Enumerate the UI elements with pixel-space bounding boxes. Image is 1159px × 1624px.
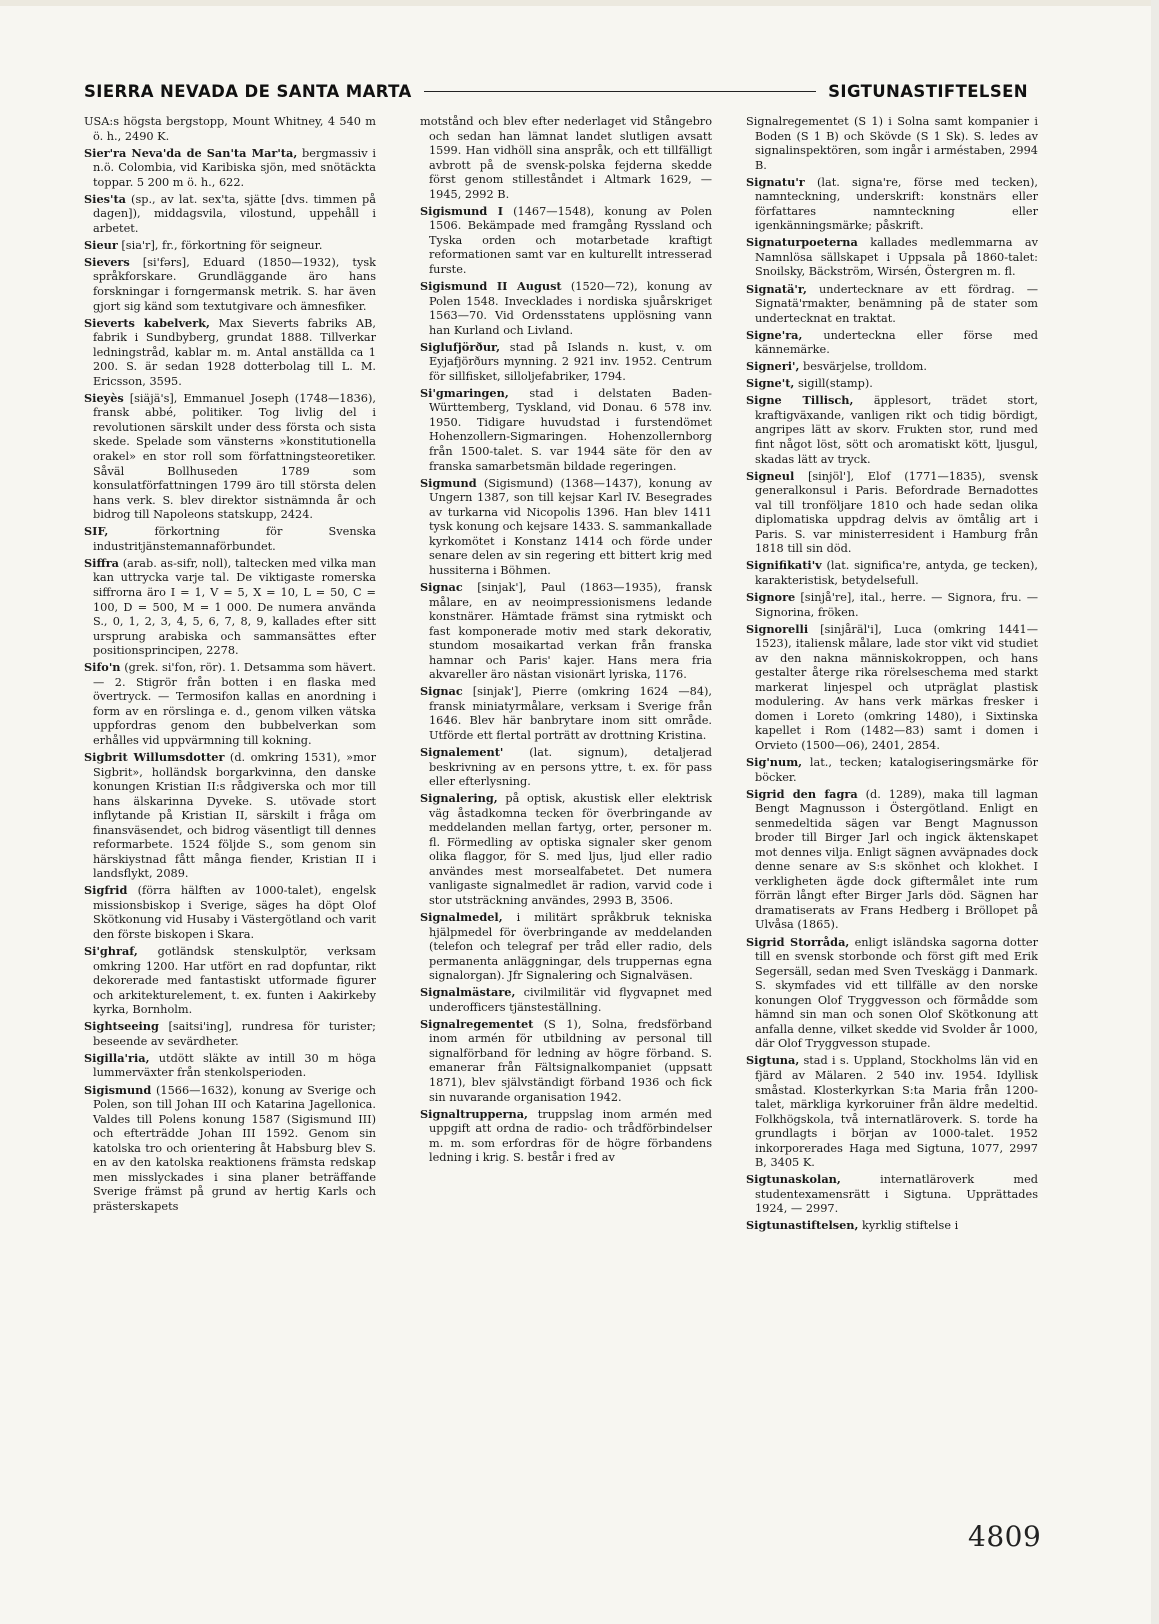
entry-headword: Signalmästare,: [420, 985, 516, 1000]
dictionary-entry: [420, 1107, 712, 1166]
entry-headword: Sieyès: [84, 390, 124, 405]
entry-text: lat., tecken; katalogiseringsmärke för böcker.: [755, 755, 1038, 784]
entry-headword: Sigilla'ria,: [84, 1050, 150, 1065]
entry-text: [sinjå're], ital., herre. — Signora, fru. — Signorina, fröken.: [755, 590, 1038, 619]
dictionary-entry: [84, 391, 376, 523]
entry-headword: Signorelli: [746, 621, 809, 636]
entry-text: (förra hälften av 1000-talet), engelsk missionsbiskop i Sverige, säges ha döpt Olof Skötkonung vid Husaby i Västergötland och varit den förste biskopen i Skara.: [93, 884, 376, 942]
dictionary-entry: [84, 1051, 376, 1081]
dictionary-entry: [420, 340, 712, 385]
dictionary-entry: [84, 883, 376, 942]
dictionary-entry: [746, 393, 1038, 467]
dictionary-entry: [746, 590, 1038, 620]
entry-headword: Signatä'r,: [746, 281, 807, 296]
text-column-3: [746, 115, 1038, 1475]
entry-headword: Sier'ra Neva'da de San'ta Mar'ta,: [84, 145, 298, 160]
entry-text: (d. omkring 1531), »mor Sigbrit», holländsk borgarkvinna, den danske konungen Kristian II:s rådgiverska och mor till hans älskarinna Dyveke. S. utövade stort inflytande på Kristian II, särskilt i fråga om finansväsendet, och bidrog väsentligt till dennes reformarbete. 1524 följde S., som genom sin härskiystnad fått många fiender, Kristian II i landsflykt, 2089.: [93, 750, 376, 881]
entry-headword: Signaltrupperna,: [420, 1106, 528, 1121]
entry-text: förkortning för Svenska industritjänstemannaförbundet.: [93, 525, 376, 553]
dictionary-entry: [84, 1019, 376, 1049]
entry-text: stad i delstaten Baden-Württemberg, Tyskland, vid Donau. 6 578 inv. 1950. Tidigare huvudstad i furstendömet Hohenzollern-Sigmaringen. Hohenzollernborg från 1500-talet. S. var 1944 säte för den av franska samarbetsmän bildade regeringen.: [429, 386, 712, 473]
entry-headword: Sigismund II August: [420, 279, 562, 294]
dictionary-entry: [746, 1172, 1038, 1217]
entry-text: undertecknare av ett fördrag. — Signatä'rmakter, benämning på de stater som undertecknat en traktat.: [755, 282, 1038, 325]
entry-text: (lat. signa're, förse med tecken), namnteckning, underskrift: konstnärs eller författares namnteckning eller igenkänningsmärke; påskrift.: [755, 175, 1038, 233]
entry-text: (sp., av lat. sex'ta, sjätte [dvs. timmen på dagen]), middagsvila, vilostund, uppehåll i arbetet.: [93, 192, 376, 235]
dictionary-entry: [746, 359, 1038, 375]
entry-text: (1467—1548), konung av Polen 1506. Bekämpade med framgång Ryssland och Tyska orden och motarbetade kraftigt reformationen samt var en kulturellt intresserad furste.: [429, 204, 712, 276]
text-column-1: [84, 115, 376, 1475]
dictionary-entry: [420, 791, 712, 908]
entry-text: USA:s högsta bergstopp, Mount Whitney, 4 540 m ö. h., 2490 K.: [84, 115, 376, 143]
dictionary-entry: [746, 376, 1038, 392]
dictionary-entry: [84, 146, 376, 191]
dictionary-entry: [746, 469, 1038, 557]
entry-headword: Sifo'n: [84, 660, 121, 675]
dictionary-entry: [420, 386, 712, 474]
dictionary-entry: [84, 556, 376, 659]
entry-headword: Signalmedel,: [420, 909, 503, 924]
dictionary-entry: [420, 115, 712, 202]
entry-headword: Sigfrid: [84, 883, 128, 898]
entry-text: (lat. significa're, antyda, ge tecken), karakteristisk, betydelsefull.: [755, 559, 1038, 587]
dictionary-entry: [746, 175, 1038, 234]
entry-text: [sinjåräl'i], Luca (omkring 1441—1523), italiensk målare, lade stor vikt vid studiet av den nakna människokroppen, och hans gestalter återge rika rörelseschema med starkt markerat linjespel och utpräglat plastisk modulering. Av hans verk märkas fresker i domen i Loreto (omkring 1480), i Sixtinska kapellet i Rom (1482—83) samt i domen i Orvieto (1500—06), 2401, 2854.: [755, 622, 1038, 752]
entry-headword: Sigmund: [420, 475, 477, 490]
entry-text: Max Sieverts fabriks AB, fabrik i Sundbyberg, grundat 1888. Tillverkar ledningstråd, kablar m. m. Antal anställda ca 1 200. S. är sedan 1928 dotterbolag till L. M. Ericsson, 3595.: [93, 316, 376, 388]
entry-headword: Siffra: [84, 555, 119, 570]
entry-headword: Siglufjörður,: [420, 339, 501, 354]
header-right-title: SIGTUNASTIFTELSEN: [828, 81, 1028, 101]
dictionary-entry: [84, 1083, 376, 1215]
entry-headword: Sies'ta: [84, 191, 126, 206]
entry-headword: SIF,: [84, 524, 109, 539]
entry-headword: Sigrid Storråda,: [746, 934, 850, 949]
entry-text: [saitsi'ing], rundresa för turister; beseende av sevärdheter.: [93, 1020, 376, 1048]
entry-text: motstånd och blev efter nederlaget vid Stångebro och sedan han lämnat landet slutligen avsatt 1599. Han vidhöll sina anspråk, och ett tillfälligt avbrott på de svensk-polska fejderna skedde först genom stilleståndet i Altmark 1629, — 1945, 2992 B.: [420, 115, 712, 201]
entry-headword: Signore: [746, 589, 796, 604]
dictionary-entry: [84, 238, 376, 254]
entry-text: (1520—72), konung av Polen 1548. Invecklades i nordiska sjuårskriget 1563—70. Vid Ordensstatens upplösning vann han Kurland och Livland.: [429, 280, 712, 337]
entry-text: civilmilitär vid flygvapnet med underofficers tjänsteställning.: [429, 986, 712, 1014]
dictionary-entry: [746, 235, 1038, 280]
dictionary-entry: [420, 910, 712, 984]
entry-headword: Sig'num,: [746, 754, 803, 769]
entry-headword: Sieur: [84, 237, 118, 252]
entry-headword: Sigtunaskolan,: [746, 1172, 841, 1187]
dictionary-entry: [420, 1017, 712, 1105]
entry-headword: Sightseeing: [84, 1019, 159, 1034]
entry-headword: Sigismund I: [420, 203, 504, 218]
dictionary-entry: [746, 622, 1038, 754]
entry-headword: Signalregementet: [420, 1016, 534, 1031]
entry-text: gotländsk stenskulptör, verksam omkring 1200. Har utfört en rad dopfuntar, rikt dekorerade med fantastiskt utformade figurer och arkitekturelement, t. ex. funten i Aakirkeby kyrka, Bornholm.: [93, 945, 376, 1017]
dictionary-entry: [746, 787, 1038, 933]
entry-headword: Sieverts kabelverk,: [84, 315, 210, 330]
dictionary-entry: [420, 684, 712, 743]
entry-text: kallades medlemmarna av Namnlösa sällskapet i Uppsala på 1860-talet: Snoilsky, Bäckström, Wirsén, Östergren m. fl.: [755, 236, 1038, 279]
entry-headword: Signac: [420, 579, 463, 594]
dictionary-entry: [84, 750, 376, 882]
entry-text: utdött släkte av intill 30 m höga lummerväxter från stenkolsperioden.: [93, 1051, 376, 1080]
entry-text: [si'fərs], Eduard (1850—1932), tysk språkforskare. Grundläggande äro hans forskningar i forngermansk metrik. S. har även gjort sig känd som textutgivare och ämnesfiker.: [93, 255, 376, 313]
entry-text: internatläroverk med studentexamensrätt i Sigtuna. Upprättades 1924, — 2997.: [755, 1173, 1038, 1216]
entry-text: (1566—1632), konung av Sverige och Polen, son till Johan III och Katarina Jagellonica. Valdes till Polens konung 1587 (Sigismund III) och efterträdde Johan III 1592. Genom sin katolska tro och orientering åt Habsburg blev S. en av den katolska reaktionens främsta redskap men misslyckades i sina planer beträffande Sverige främst på grund av hertig Karls och prästerskapets: [93, 1083, 376, 1213]
entry-text: (S 1), Solna, fredsförband inom armén för utbildning av personal till signalförband för ledning av högre förband. S. emanerar från Fältsignalkompaniet (uppsatt 1871), blev självständigt förband 1936 och fick sin nuvarande organisation 1942.: [429, 1017, 712, 1104]
page-top-edge: [0, 0, 1159, 6]
dictionary-entry: [420, 985, 712, 1015]
entry-headword: Signe Tillisch,: [746, 393, 854, 408]
entry-text: (grek. si'fon, rör). 1. Detsamma som hävert. — 2. Stigrör från botten i en flaska med övertryck. — Termosifon kallas en anordning i form av en rörslinga e. d., genom vilken vätska uppfordras genom den bubbelverkan som erhålles vid uppvärmning till kokning.: [93, 661, 376, 747]
entry-text: stad i s. Uppland, Stockholms län vid en fjärd av Mälaren. 2 540 inv. 1954. Idyllisk småstad. Klosterkyrkan S:ta Maria från 1200-talet, märkliga kyrkoruiner från äldre medeltid. Folkhögskola, två internatläroverk. S. torde ha grundlagts i början av 1000-talet. 1952 inkorporerades Haga med Sigtuna, 1077, 2997 B, 3405 K.: [755, 1054, 1038, 1170]
entry-text: underteckna eller förse med kännemärke.: [755, 328, 1038, 357]
entry-text: i militärt språkbruk tekniska hjälpmedel för överbringande av meddelanden (telefon och telegraf per tråd eller radio, dels permanenta anläggningar, dels truppernas egna signalorgan). Jfr Signalering och Signalväsen.: [429, 910, 712, 983]
entry-text: (lat. signum), detaljerad beskrivning av en persons yttre, t. ex. för pass eller efterlysning.: [429, 745, 712, 789]
entry-headword: Sigismund: [84, 1082, 152, 1097]
dictionary-entry: [420, 476, 712, 579]
entry-headword: Signeri',: [746, 359, 800, 374]
entry-text: kyrklig stiftelse i: [858, 1219, 959, 1233]
entry-headword: Signifikati'v: [746, 558, 822, 573]
entry-headword: Signac: [420, 684, 463, 699]
dictionary-entry: [84, 192, 376, 237]
entry-text: [sinjöl'], Elof (1771—1835), svensk generalkonsul i Paris. Befordrade Bernadottes val till tronföljare 1810 och hade sedan olika diplomatiska uppdrag delvis av ömtålig art i Paris. S. var ministerresident i Hamburg från 1818 till sin död.: [755, 469, 1038, 556]
dictionary-entry: [746, 1053, 1038, 1170]
entry-text: truppslag inom armén med uppgift att ordna de radio- och trådförbindelser m. m. som erfordras för de högre förbandens ledning i krig. S. består i fred av: [429, 1107, 712, 1165]
dictionary-entry: [420, 580, 712, 683]
entry-headword: Signatu'r: [746, 174, 805, 189]
page-right-edge: [1151, 0, 1159, 1624]
dictionary-entry: [420, 745, 712, 790]
entry-text: [siäjä's], Emmanuel Joseph (1748—1836), fransk abbé, politiker. Tog livlig del i revolutionen särskilt under dess första och sista skede. Spelade som vänsterns »konstitutionella orakel» en stor roll som författningsteoretiker. Såväl Bollhuseden 1789 som konsulatförfattningen 1799 äro till största delen hans verk. S. blev direktor sistnämnda år och bidrog till Napoleons statskupp, 2424.: [93, 391, 376, 522]
entry-headword: Signalement': [420, 744, 504, 759]
entry-headword: Signaturpoeterna: [746, 235, 858, 250]
entry-text: [sia'r], fr., förkortning för seigneur.: [117, 238, 323, 252]
dictionary-entry: [746, 755, 1038, 785]
entry-headword: Signe'ra,: [746, 327, 803, 342]
dictionary-entry: [746, 558, 1038, 588]
dictionary-entry: [746, 1218, 1038, 1234]
entry-text: [sinjak'], Pierre (omkring 1624 —84), fransk miniatyrmålare, verksam i Sverige från 1646. Blev här banbrytare inom sitt område. Utförde ett flertal porträtt av drottning Kristina.: [429, 685, 712, 742]
dictionary-entry: [84, 115, 376, 144]
entry-text: äpplesort, trädet stort, kraftigväxande, vanligen rikt och tidig bördigt, angripes lätt av skorv. Frukten stor, rund med fint något löst, sött och aromatiskt kött, ljusgul, skadas lätt av tryck.: [755, 394, 1038, 466]
entry-headword: Si'gmaringen,: [420, 385, 509, 400]
dictionary-entry: [746, 935, 1038, 1052]
header-rule: [424, 91, 816, 92]
entry-text: sigill(stamp).: [794, 377, 873, 391]
entry-text: bergmassiv i n.ö. Colombia, vid Karibiska sjön, med snötäckta toppar. 5 200 m ö. h., 622.: [93, 146, 376, 189]
entry-text: (Sigismund) (1368—1437), konung av Ungern 1387, son till kejsar Karl IV. Besegrades av turkarna vid Nicopolis 1396. Han blev 1411 tysk konung och kejsare 1433. S. sammankallade kyrkomötet i Konstanz 1414 och förde under senare delen av sin regering ett bittert krig med hussiterna i Böhmen.: [429, 476, 712, 577]
entry-text: (d. 1289), maka till lagman Bengt Magnusson i Östergötland. Enligt en senmedeltida sägen var Bengt Magnusson broder till Birger Jarl och ingick äktenskapet mot dennes vilja. Enligt sägnen avväpnades dock denne senare av S:s skönhet och klokhet. I verkligheten ägde dock giftermålet inte rum förrän långt efter Birger Jarls död. Sägnen har dramatiserats av Frans Hedberg i Bröllopet på Ulvåsa (1865).: [755, 787, 1038, 932]
dictionary-entry: [84, 660, 376, 748]
entry-text: (arab. as-sifr, noll), taltecken med vilka man kan uttrycka varje tal. De viktigaste romerska siffrorna äro I = 1, V = 5, X = 10, L = 50, C = 100, D = 500, M = 1 000. De numera använda S., 0, 1, 2, 3, 4, 5, 6, 7, 8, 9, kallades efter sitt ursprung arabiska och sammansättes efter positionsprincipen, 2278.: [93, 556, 376, 658]
dictionary-entry: [84, 316, 376, 390]
entry-text: Signalregementet (S 1) i Solna samt kompanier i Boden (S 1 B) och Skövde (S 1 Sk). S. ledes av signalinspektören, som ingår i arméstaben, 2994 B.: [746, 115, 1038, 172]
entry-headword: Signeul: [746, 468, 795, 483]
entry-text: besvärjelse, trolldom.: [799, 360, 927, 374]
entry-text: på optisk, akustisk eller elektrisk väg åstadkomna tecken för överbringande av meddelanden mellan fartyg, orter, personer m. fl. Förmedling av optiska signaler sker genom olika flaggor, för S. med ljus, ljud eller radio användes mest morsealfabetet. Det numera vanligaste signalmedlet är radion, varvid code i stor utsträckning användes, 2993 B, 3506.: [429, 792, 712, 907]
entry-headword: Si'ghraf,: [84, 944, 138, 959]
dictionary-entry: [84, 524, 376, 554]
dictionary-entry: [420, 279, 712, 338]
dictionary-entry: [746, 115, 1038, 173]
dictionary-entry: [746, 282, 1038, 327]
running-header: [84, 78, 1028, 104]
entry-headword: Sigbrit Willumsdotter: [84, 749, 225, 764]
dictionary-entry: [746, 328, 1038, 358]
entry-headword: Signalering,: [420, 791, 498, 806]
dictionary-entry: [420, 204, 712, 278]
page-number: 4809: [968, 1520, 1042, 1553]
entry-headword: Sigtunastiftelsen,: [746, 1218, 859, 1233]
entry-headword: Signe't,: [746, 376, 795, 391]
dictionary-entry: [84, 944, 376, 1018]
entry-headword: Sievers: [84, 254, 130, 269]
entry-text: enligt isländska sagorna dotter till en svensk storbonde och först gift med Erik Segersäll, sedan med Sven Tveskägg i Danmark. S. skymfades vid ett tillfälle av den norske konungen Olof Tryggvesson och förmådde som hämnd sin man och sonen Olof Skötkonung att anfalla denne, vilket skedde vid Svolder år 1000, där Olof Tryggvesson stupade.: [755, 935, 1038, 1051]
header-left-title: SIERRA NEVADA DE SANTA MARTA: [84, 81, 412, 101]
entry-text: [sinjak'], Paul (1863—1935), fransk målare, en av neoimpressionismens ledande konstnärer. Hämtade främst sina rytmiskt och fast komponerade motiv med stark dekorativ, stundom mosaikartad verkan från franska hamnar och Paris' kajer. Hans mera fria akvareller äro nästan visionärt lyriska, 1176.: [429, 580, 712, 682]
dictionary-entry: [84, 255, 376, 314]
entry-text: stad på Islands n. kust, v. om Eyjafjörðurs mynning. 2 921 inv. 1952. Centrum för sillfisket, silloljefabriker, 1794.: [429, 340, 712, 383]
entry-headword: Sigtuna,: [746, 1053, 800, 1068]
entry-headword: Sigrid den fagra: [746, 786, 858, 801]
text-column-2: [420, 115, 712, 1475]
